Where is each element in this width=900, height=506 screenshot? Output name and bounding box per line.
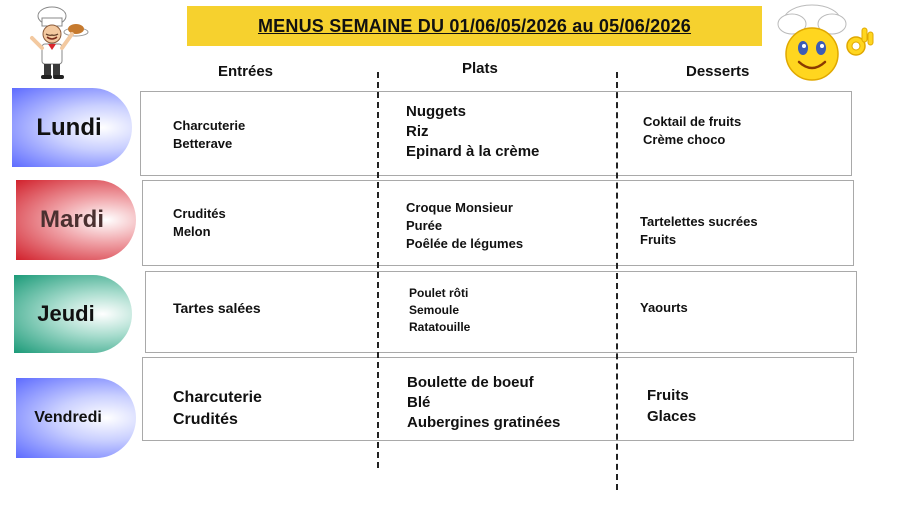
list-item: Crudités — [173, 206, 226, 221]
chef-character-icon — [20, 4, 90, 82]
list-item: Charcuterie — [173, 389, 262, 406]
jeudi-plats — [409, 285, 470, 336]
list-item: Crème choco — [643, 132, 726, 147]
list-item: Betterave — [173, 136, 233, 151]
list-item: Ratatouille — [409, 320, 471, 334]
page-title-banner — [187, 6, 762, 46]
list-item: Riz — [406, 123, 429, 140]
list-item: Melon — [173, 224, 211, 239]
mardi-plats — [406, 199, 523, 253]
list-item: Coktail de fruits — [643, 114, 742, 129]
list-item: Aubergines gratinées — [407, 414, 561, 431]
list-item: Fruits — [647, 387, 689, 404]
list-item: Crudités — [173, 411, 238, 428]
jeudi-desserts — [640, 299, 688, 317]
day-label-vendredi: Vendredi — [16, 378, 136, 458]
list-item: Boulette de boeuf — [407, 374, 534, 391]
list-item: Tartes salées — [173, 300, 261, 316]
lundi-plats — [406, 102, 539, 162]
mardi-entrees — [173, 205, 226, 241]
column-header-entrees: Entrées — [218, 63, 274, 80]
vendredi-desserts — [647, 385, 696, 427]
list-item: Poulet rôti — [409, 286, 469, 300]
list-item: Fruits — [640, 232, 677, 247]
column-header-plats: Plats — [462, 60, 498, 77]
day-label-mardi: Mardi — [16, 180, 136, 260]
column-divider-2 — [616, 72, 618, 490]
page-title: MENUS SEMAINE DU 01/06/05/2026 au 05/06/2026 — [257, 15, 692, 36]
lundi-desserts — [643, 113, 741, 149]
day-label-jeudi: Jeudi — [14, 275, 132, 353]
list-item: Poêlée de légumes — [406, 236, 524, 251]
mardi-desserts — [640, 213, 758, 249]
list-item: Yaourts — [640, 300, 688, 315]
vendredi-entrees — [173, 387, 262, 431]
list-item: Semoule — [409, 303, 460, 317]
list-item: Nuggets — [406, 103, 466, 120]
list-item: Epinard à la crème — [406, 143, 540, 160]
column-header-desserts: Desserts — [686, 63, 750, 80]
day-label-lundi: Lundi — [12, 88, 132, 167]
smiley-chef-hat-icon — [770, 2, 880, 86]
jeudi-entrees — [173, 299, 261, 317]
lundi-entrees — [173, 117, 245, 153]
list-item: Blé — [407, 394, 431, 411]
list-item: Croque Monsieur — [406, 200, 513, 215]
list-item: Glaces — [647, 408, 697, 425]
column-divider-1 — [377, 72, 379, 468]
list-item: Charcuterie — [173, 118, 246, 133]
list-item: Tartelettes sucrées — [640, 214, 758, 229]
list-item: Purée — [406, 218, 443, 233]
vendredi-plats — [407, 373, 560, 433]
